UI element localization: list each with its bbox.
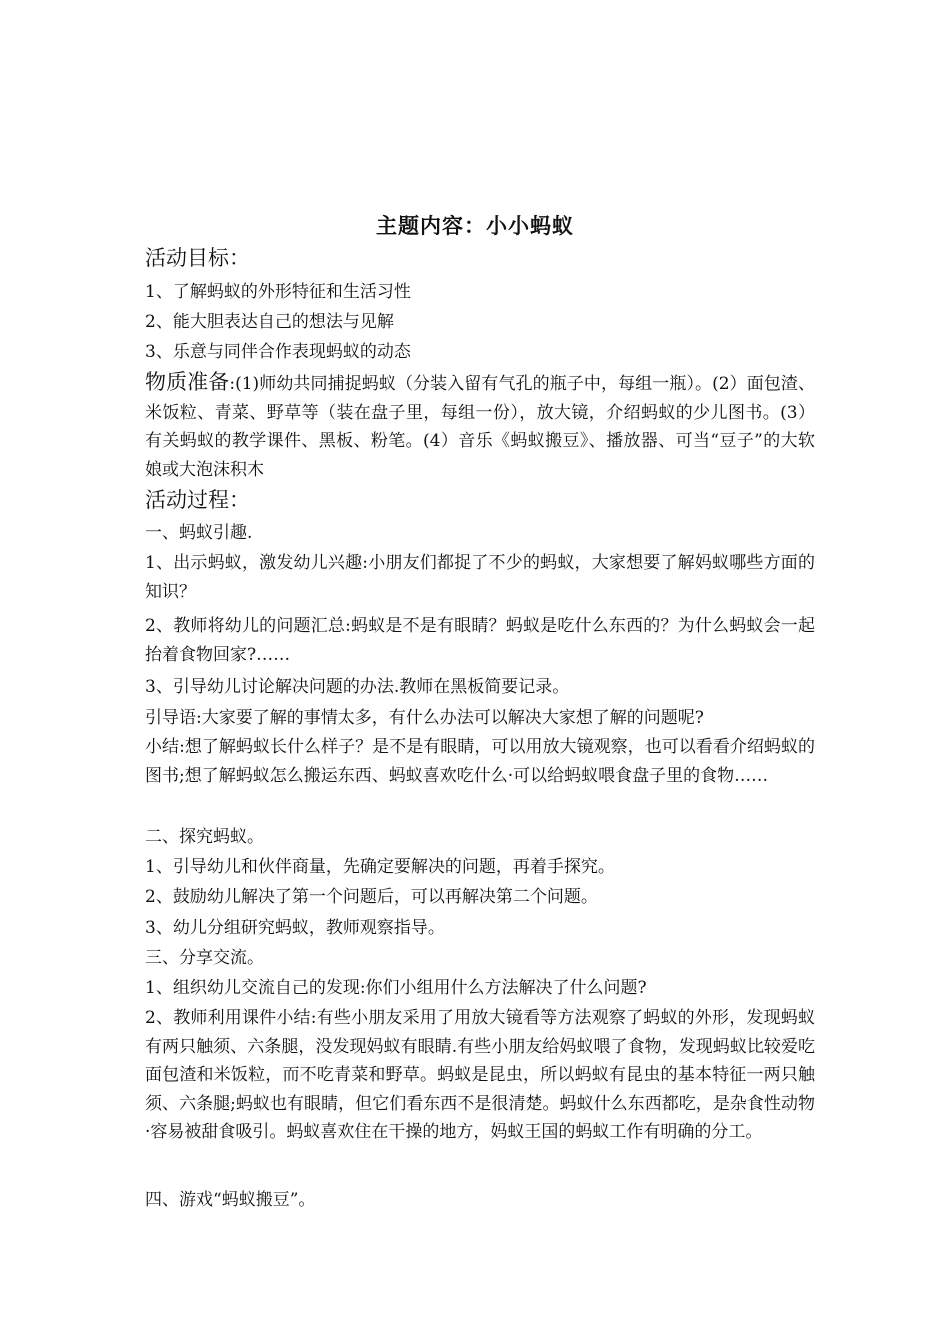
sec1-item: 1、出示蚂蚁，激发幼儿兴趣:小朋友们都捉了不少的蚂蚁，大家想要了解妈蚁哪些方面的知识？	[145, 553, 815, 602]
materials-heading: 物质准备	[145, 370, 230, 394]
section-heading: 三、分享交流。	[145, 948, 264, 968]
goals-heading: 活动目标：	[145, 246, 250, 270]
process-heading: 活动过程：	[145, 488, 250, 512]
sec2-item: 3、幼儿分组研究蚂蚁，教师观察指导。	[145, 918, 445, 938]
section-heading: 一、蚂蚁引趣.	[145, 523, 253, 543]
summary-text: 小结:想了解蚂蚁长什么样子？是不是有眼睛，可以用放大镜观察，也可以看看介绍蚂蚁的图书;想了解蚂蚁怎么搬运东西、蚂蚁喜欢吃什么·可以给蚂蚁喂食盘子里的食物……	[145, 737, 815, 786]
sec3-item: 1、组织幼儿交流自己的发现:你们小组用什么方法解决了什么问题?	[145, 978, 647, 998]
section-heading: 四、游戏“蚂蚁搬豆”。	[145, 1190, 316, 1210]
materials-paragraph	[145, 368, 815, 484]
goal-item: 3、乐意与同伴合作表现蚂蚁的动态	[145, 342, 411, 362]
materials-text: :(1)师幼共同捕捉蚂蚁（分装入留有气孔的瓶子中，每组一瓶）。(2）面包渣、米饭粒、青菜、野草等（装在盘子里，每组一份），放大镜，介绍蚂蚁的少儿图书。(3）有关蚂蚁的教学课件、黑板、粉笔。(4）音乐《蚂蚁搬豆》、播放器、可当“豆子”的大软娘或大泡沫积木	[145, 374, 815, 480]
sec3-item: 2、教师利用课件小结:有些小朋友采用了用放大镜看等方法观察了蚂蚁的外形，发现蚂蚁有两只触须、六条腿，没发现妈蚁有眼睛.有些小朋友给妈蚁喂了食物，发现蚂蚁比较爱吃面包渣和米饭粒，而不吃青菜和野草。蚂蚁是昆虫，所以蚂蚁有昆虫的基本特征一两只触须、六条腿;蚂蚁也有眼睛，但它们看东西不是很清楚。蚂蚁什么东西都吃，是杂食性动物·容易被甜食吸引。蚂蚁喜欢住在干操的地方，妈蚁王国的蚂蚁工作有明确的分工。	[145, 1008, 815, 1142]
sec1-item: 2、教师将幼儿的问题汇总:蚂蚁是不是有眼睛？蚂蚁是吃什么东西的？为什么蚂蚁会一起抬着食物回家?……	[145, 616, 815, 665]
sec1-item: 3、引导幼儿讨论解决问题的办法.教师在黑板简要记录。	[145, 677, 570, 697]
guide-text: 引导语:大家要了解的事情太多，有什么办法可以解决大家想了解的问题呢?	[145, 708, 704, 728]
document-title: 主题内容：小小蚂蚁	[376, 214, 574, 238]
sec2-item: 1、引导幼儿和伙伴商量，先确定要解决的问题，再着手探究。	[145, 857, 615, 877]
sec2-item: 2、鼓励幼儿解决了第一个问题后，可以再解决第二个问题。	[145, 887, 598, 907]
goal-item: 2、能大胆表达自己的想法与见解	[145, 312, 394, 332]
section-heading: 二、探究蚂蚁。	[145, 827, 264, 847]
goal-item: 1、了解蚂蚁的外形特征和生活习性	[145, 282, 411, 302]
